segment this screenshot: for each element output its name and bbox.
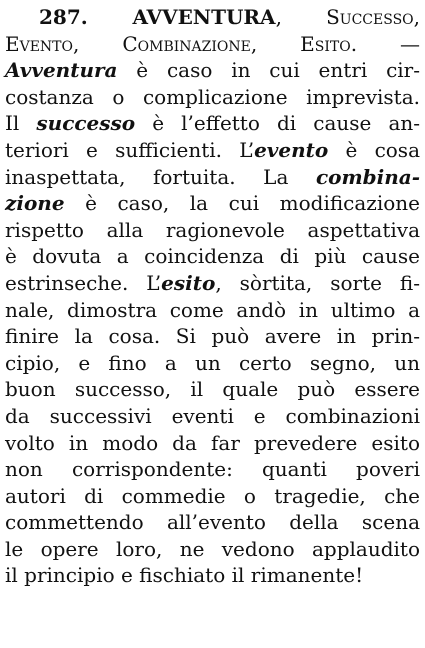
text-run: nale, dimostra come andò in ultimo a [5,297,420,322]
headword: AVVENTURA [132,5,276,29]
italic-term: successo [36,111,136,136]
text-run: le opere loro, ne vedono applaudito [5,536,420,561]
entry-text-line [5,190,420,217]
text-run: teriori e sufficienti. L’ [5,137,255,162]
entry-text-line [5,430,420,457]
text-run: autori di commedie o tragedie, che [5,483,420,508]
text-run: , [73,31,123,56]
italic-term: combina- [315,164,420,189]
text-run: è l’effetto di cause an- [135,111,421,136]
dictionary-entry [5,4,420,589]
entry-text-line [5,403,420,430]
text-run: è caso in cui entri cir- [117,58,420,83]
text-run: , sòrtita, sorte fi- [215,270,420,295]
entry-heading-line [5,4,420,31]
text-run: buon successo, il quale può essere [5,377,420,402]
small-caps-term: Esito [300,31,351,56]
entry-text-line [5,110,420,137]
text-run: inaspettata, fortuita. La [5,164,316,189]
italic-term: zione [5,191,65,216]
text-run: . — [350,31,421,56]
entry-text-line [5,376,420,403]
italic-term: Avventura [5,58,118,83]
text-run: da successivi eventi e combinazioni [5,403,420,428]
text-run: commettendo all’evento della scena [5,510,420,535]
text-run: , [250,31,301,56]
entry-text-line [5,509,420,536]
entry-text-line [5,536,420,563]
text-run: finire la cosa. Si può avere in prin- [5,324,420,349]
text-run: Il [5,111,37,136]
entry-text-line [5,243,420,270]
italic-term: esito [161,270,216,295]
text-run: costanza o complicazione imprevista. [5,84,420,109]
entry-text-line [5,323,420,350]
text-run: è cosa [328,137,420,162]
small-caps-term: Successo [326,5,414,29]
text-run: rispetto alla ragionevole aspettativa [5,217,420,242]
text-run: è caso, la cui modificazione [64,191,420,216]
entry-text-line [5,350,420,377]
small-caps-term: Combinazione [122,31,251,56]
text-run: volto in modo da far prevedere esito [5,430,420,455]
entry-text-line [5,297,420,324]
entry-text-line [5,456,420,483]
entry-text-line [5,57,420,84]
entry-text-line [5,270,420,297]
headword: 287. [39,5,133,29]
entry-text-line [5,137,420,164]
entry-text-line [5,483,420,510]
entry-text-line [5,562,420,589]
text-run: , [413,5,420,29]
text-run: il principio e fischiato il rimanente! [5,563,364,588]
text-run: , [275,5,327,29]
text-run: cipio, e fino a un certo segno, un [5,350,420,375]
text-run: è dovuta a coincidenza di più cause [5,244,420,269]
entry-text-line [5,217,420,244]
entry-text-line [5,31,420,58]
text-run: non corrispondente: quanti poveri [5,457,420,482]
small-caps-term: Evento [5,31,73,56]
italic-term: evento [254,137,329,162]
entry-text-line [5,84,420,111]
text-run: estrinseche. L’ [5,270,162,295]
entry-text-line [5,164,420,191]
